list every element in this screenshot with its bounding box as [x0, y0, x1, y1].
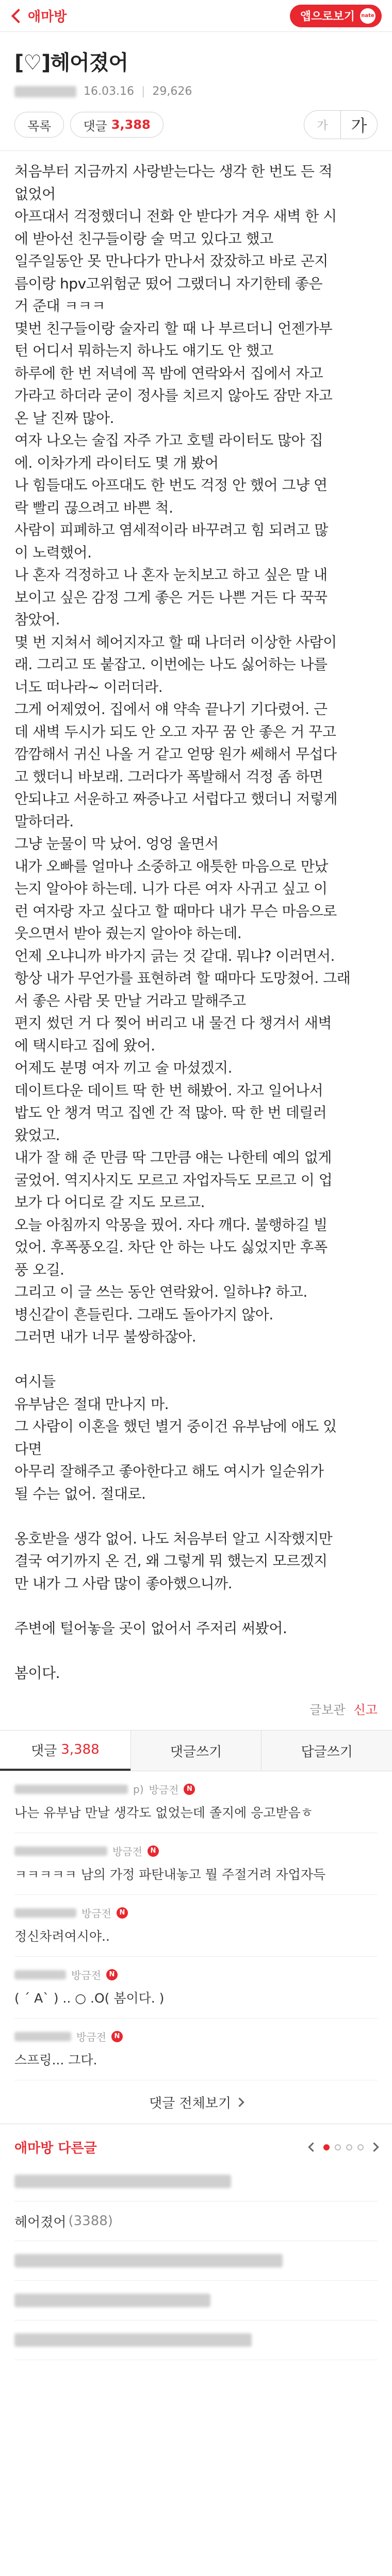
- body-line: 웃으면서 받아 줬는지 알아야 하는데.: [14, 925, 242, 942]
- comment-author-blurred: [14, 2032, 71, 2041]
- body-line: 그냥 눈물이 막 났어. 엉엉 울면서: [14, 835, 219, 852]
- body-line: 다면: [14, 1440, 42, 1458]
- new-badge: N: [117, 1907, 128, 1919]
- chevron-right-icon: [235, 2097, 244, 2107]
- body-line: 여자 나오는 술집 자주 가고 호텔 라이터도 많아 집: [14, 432, 323, 449]
- comment-author-suffix: p): [133, 1783, 144, 1795]
- body-line: 내가 오빠를 얼마나 소중하고 애틋한 마음으로 만났: [14, 857, 328, 875]
- body-line: 그리고 이 글 쓰는 동안 연락왔어. 일하냐? 하고.: [14, 1283, 307, 1300]
- body-line: 어제도 분명 여자 끼고 술 마셨겠지.: [14, 1059, 233, 1076]
- tab-comments-label: 댓글: [31, 1743, 57, 1759]
- body-line: 는지 알아야 하는데. 니가 다른 여자 사귀고 싶고 이: [14, 880, 328, 897]
- related-current-title: 헤어졌어: [14, 2214, 67, 2230]
- body-line: 병신같이 흔들린다. 그래도 돌아가지 않아.: [14, 1306, 273, 1323]
- pager-dot[interactable]: [357, 2144, 364, 2150]
- related-title: 애마방 다른글: [14, 2141, 97, 2156]
- body-line: 그 사람이 이혼을 했던 별거 중이건 유부남에 애도 있: [14, 1418, 337, 1435]
- comment-item: [14, 1771, 378, 1833]
- body-line: 었어. 후폭풍오길. 차단 안 하는 나도 싫었지만 후폭: [14, 1239, 328, 1256]
- body-line: 그러면 내가 너무 불쌍하잖아.: [14, 1328, 197, 1345]
- body-line: 사람이 피폐하고 염세적이라 바꾸려고 힘 되려고 많: [14, 521, 328, 538]
- body-line: 몇 번 지쳐서 헤어지자고 할 때 나더러 이상한 사람이: [14, 633, 337, 651]
- body-line: 언제 오냐니까 바가지 긁는 것 같대. 뭐냐? 이러면서.: [14, 947, 335, 964]
- comment-time: 방금전: [76, 2031, 106, 2043]
- new-badge: N: [111, 2031, 123, 2042]
- post-footer-links: [0, 1684, 392, 1718]
- body-line: 여시들: [14, 1373, 56, 1390]
- related-header: [0, 2124, 392, 2157]
- comment-meta: [14, 1967, 378, 1982]
- body-line: 데 새벽 두시가 되도 안 오고 자꾸 꿈 안 좋은 거 꾸고: [14, 723, 336, 740]
- font-small-button[interactable]: 가: [304, 111, 341, 139]
- body-line: 나 혼자 걱정하고 나 혼자 눈치보고 하고 싶은 말 내: [14, 566, 328, 583]
- comment-count: 3,388: [111, 117, 151, 132]
- comment-author-blurred: [14, 1970, 66, 1979]
- pager-prev-icon[interactable]: [308, 2142, 317, 2151]
- body-line: 에 택시타고 집에 왔어.: [14, 1037, 155, 1054]
- body-line: 에 받아선 친구들이랑 술 먹고 있다고 했고: [14, 230, 273, 247]
- tab-write-comment[interactable]: 댓글쓰기: [130, 1731, 262, 1771]
- blurred-title: [14, 2254, 283, 2267]
- pager-dot[interactable]: [323, 2144, 330, 2150]
- report-link[interactable]: 신고: [353, 1703, 378, 1717]
- comment-author-blurred: [14, 1846, 107, 1856]
- body-line: 에. 이차가게 라이터도 몇 개 봤어: [14, 454, 219, 471]
- font-size-toggle: [304, 110, 378, 139]
- related-item-current[interactable]: [14, 2201, 378, 2241]
- body-line: 풍 오길.: [14, 1261, 64, 1278]
- body-line: 굴었어. 역지사지도 모르고 자업자득도 모르고 이 업: [14, 1171, 333, 1189]
- comment-item: [14, 2019, 378, 2080]
- comment-meta: [14, 1843, 378, 1858]
- body-line: 보가 다 어디로 갈 지도 모르고.: [14, 1194, 205, 1211]
- comment-item: [14, 1957, 378, 2019]
- comment-author-blurred: [14, 1908, 76, 1918]
- body-line: 안되냐고 서운하고 짜증나고 서럽다고 했더니 저렇게: [14, 790, 338, 807]
- comment-meta: [14, 1782, 378, 1797]
- body-line: 락 빨리 끊으려고 바쁜 척.: [14, 499, 173, 516]
- blurred-title: [14, 2333, 252, 2347]
- body-line: 결국 여기까지 온 건, 왜 그렇게 뭐 했는지 모르겠지: [14, 1552, 328, 1569]
- body-line: 름이랑 hpv고위험군 떴어 그랬더니 자기한테 좋은: [14, 275, 323, 292]
- comment-time: 방금전: [112, 1845, 142, 1858]
- body-line: 나 힘들대도 아프대도 한 번도 걱정 안 했어 그냥 연: [14, 477, 328, 494]
- back-to-board[interactable]: [10, 6, 67, 25]
- body-line: 아프대서 걱정했더니 전화 안 받다가 겨우 새벽 한 시: [14, 208, 337, 225]
- body-line: 일주일동안 못 만나다가 만나서 잤잤하고 바로 곤지: [14, 252, 328, 269]
- body-line: 오늘 아침까지 악몽을 꿨어. 자다 깨다. 불행하길 빌: [14, 1216, 328, 1233]
- comment-time: 방금전: [149, 1784, 179, 1796]
- blank-line: [14, 1505, 378, 1528]
- font-large-button[interactable]: 가: [351, 116, 367, 135]
- comment-meta: [14, 1905, 378, 1920]
- board-name: 애마방: [28, 9, 67, 25]
- tab-write-reply[interactable]: 답글쓰기: [261, 1731, 392, 1771]
- body-line: 말하더라.: [14, 812, 74, 830]
- meta-separator: |: [141, 85, 145, 98]
- comment-meta: [14, 2029, 378, 2044]
- related-list: [0, 2157, 392, 2360]
- open-in-app-button[interactable]: [290, 5, 382, 27]
- comment-item: [14, 1833, 378, 1895]
- related-item[interactable]: [14, 2241, 378, 2281]
- body-line: 주변에 털어놓을 곳이 없어서 주저리 써봤어.: [14, 1619, 287, 1637]
- view-all-comments-button[interactable]: [0, 2080, 392, 2124]
- body-line: 내가 잘 해 준 만큼 딱 그만큼 얘는 나한테 예의 없게: [14, 1149, 332, 1166]
- new-badge: N: [184, 1784, 195, 1795]
- comment-tabs: [0, 1730, 392, 1771]
- body-line: 없었어: [14, 185, 56, 202]
- body-line: 유부남은 절대 만나지 마.: [14, 1395, 169, 1413]
- blank-line: [14, 1348, 378, 1371]
- post-header: [0, 32, 392, 98]
- blank-line: [14, 1639, 378, 1662]
- pager-next-icon[interactable]: [369, 2142, 379, 2151]
- related-item[interactable]: [14, 2320, 378, 2360]
- comment-text: ( ´ A` ) .. ○ .O( 봄이다. ): [14, 1991, 165, 2006]
- tab-comments-count: 3,388: [61, 1742, 100, 1757]
- comment-label: 댓글: [83, 118, 107, 133]
- body-line: 처음부터 지금까지 사랑받는다는 생각 한 번도 든 적: [14, 163, 333, 180]
- app-button-label: 앱으로보기: [300, 10, 355, 23]
- body-line: 아무리 잘해주고 좋아한다고 해도 여시가 일순위가: [14, 1463, 324, 1480]
- tab-comments[interactable]: [0, 1731, 130, 1771]
- comment-list: [0, 1771, 392, 2080]
- nate-logo-icon: nate: [360, 8, 375, 24]
- comment-time: 방금전: [81, 1907, 111, 1920]
- related-current-count: (3388): [68, 2213, 113, 2229]
- post-actions: [0, 98, 392, 139]
- body-line: 턴 어디서 뭐하는지 하나도 얘기도 안 했고: [14, 342, 273, 359]
- related-item[interactable]: [14, 2281, 378, 2320]
- body-line: 하루에 한 번 저녁에 꼭 밤에 연락와서 집에서 자고: [14, 364, 323, 382]
- list-button[interactable]: 목록: [14, 112, 64, 138]
- author-name-blurred: [14, 86, 76, 97]
- body-line: 봄이다.: [14, 1664, 60, 1682]
- body-line: 될 수는 없어. 절대로.: [14, 1485, 146, 1502]
- view-count: 29,626: [152, 85, 192, 98]
- body-line: 만 내가 그 사람 많이 좋아했으니까.: [14, 1574, 233, 1592]
- post-body: [0, 151, 392, 1684]
- body-line: 온 날 진짜 많아.: [14, 409, 114, 427]
- body-line: 편지 썼던 거 다 찢어 버리고 내 물건 다 챙겨서 새벽: [14, 1014, 332, 1031]
- comment-text: 스프링... 그다.: [14, 2053, 97, 2067]
- related-item[interactable]: [14, 2162, 378, 2201]
- body-line: 이 노력했어.: [14, 544, 92, 561]
- body-line: 왔었고.: [14, 1126, 60, 1144]
- body-line: 가라고 하더라 굳이 정사를 치르지 않아도 잠만 자고: [14, 387, 333, 404]
- body-line: 참았어.: [14, 611, 60, 628]
- body-line: 몇번 친구들이랑 술자리 할 때 나 부르더니 언젠가부: [14, 319, 333, 337]
- comment-text: ㅋㅋㅋㅋㅋ 남의 가정 파탄내놓고 뭘 주절거려 자업자득: [14, 1867, 326, 1882]
- comment-text: 나는 유부남 만날 생각도 없었는데 졸지에 응고받음ㅎ: [14, 1805, 313, 1820]
- body-line: 거 준대 ㅋㅋㅋ: [14, 297, 106, 314]
- body-line: 너도 떠나라~ 이러더라.: [14, 678, 163, 696]
- body-line: 옹호받을 생각 없어. 나도 처음부터 알고 시작했지만: [14, 1530, 333, 1547]
- top-bar: [0, 0, 392, 32]
- post-meta: [14, 85, 378, 98]
- body-line: 보이고 싶은 감정 그게 좋은 거든 나쁜 거든 다 꾹꾹: [14, 588, 328, 606]
- related-pager: [309, 2144, 378, 2150]
- chevron-left-icon: [11, 8, 26, 23]
- comment-count-button[interactable]: [70, 112, 163, 138]
- body-line: 항상 내가 무언가를 표현하려 할 때마다 도망쳤어. 그래: [14, 970, 351, 987]
- body-line: 런 여자랑 자고 싶다고 할 때마다 내가 무슨 마음으로: [14, 902, 337, 920]
- body-line: 데이트다운 데이트 딱 한 번 해봤어. 자고 일어나서: [14, 1081, 323, 1099]
- post-date: 16.03.16: [84, 85, 134, 98]
- pager-dot[interactable]: [346, 2144, 352, 2150]
- blank-line: [14, 1595, 378, 1617]
- body-line: 그게 어제였어. 집에서 얘 약속 끝나기 기다렸어. 근: [14, 701, 328, 718]
- comment-text: 정신차려여시야..: [14, 1929, 110, 1944]
- pager-dot[interactable]: [335, 2144, 341, 2150]
- comment-time: 방금전: [71, 1969, 101, 1981]
- new-badge: N: [106, 1969, 118, 1980]
- blurred-title: [14, 2294, 210, 2307]
- body-line: 래. 그리고 또 붙잡고. 이번에는 나도 싫어하는 나를: [14, 656, 328, 673]
- new-badge: N: [148, 1845, 159, 1857]
- comment-item: [14, 1895, 378, 1957]
- body-line: 고 했더니 바보래. 그러다가 폭발해서 걱정 좀 하면: [14, 768, 323, 785]
- view-all-comments-label: 댓글 전체보기: [149, 2095, 231, 2111]
- archive-link[interactable]: 글보관: [309, 1703, 346, 1717]
- blurred-title: [14, 2175, 231, 2188]
- body-line: 밥도 안 챙겨 먹고 집엔 간 적 많아. 딱 한 번 데릴러: [14, 1104, 327, 1121]
- comment-author-blurred: [14, 1785, 128, 1794]
- body-line: 서 좋은 사람 못 만날 거라고 말해주고: [14, 992, 246, 1009]
- post-title: [♡]헤어졌어: [14, 51, 128, 75]
- body-line: 깜깜해서 귀신 나올 거 같고 얻땅 원가 쎄해서 무섭다: [14, 745, 337, 762]
